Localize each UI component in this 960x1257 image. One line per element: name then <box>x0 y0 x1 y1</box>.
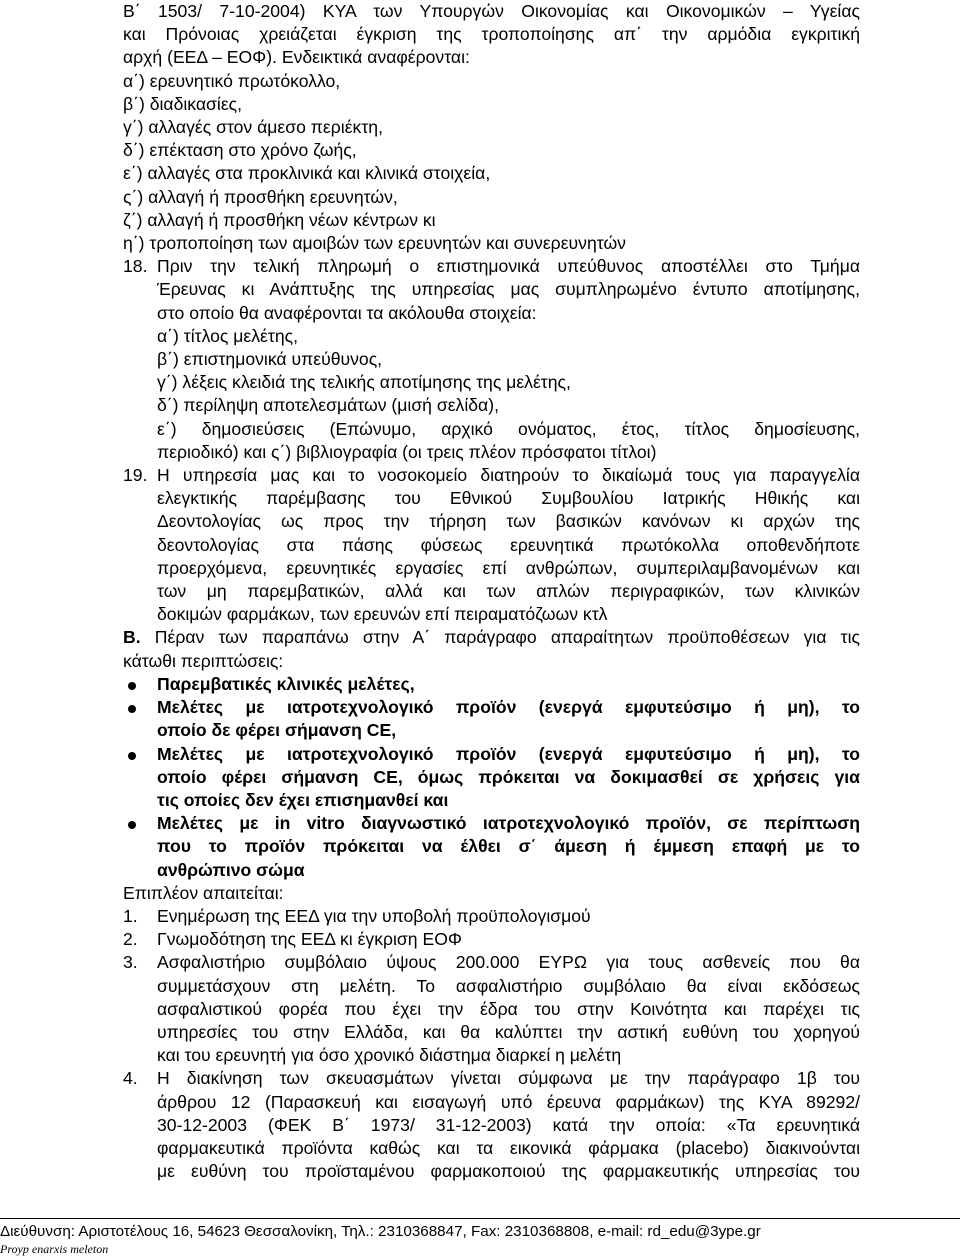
paragraph-line: άρθρου 12 (Παρασκευή και εισαγωγή υπό έρευνα φαρμάκων) της ΚΥΑ 89292/ <box>157 1091 860 1112</box>
list-item: γ΄) λέξεις κλειδιά της τελικής αποτίμησης της μελέτης, <box>157 372 571 393</box>
intro-line: αρχή (ΕΕΔ – ΕΟΦ). Ενδεικτικά αναφέρονται: <box>123 47 470 68</box>
list-item: ε΄) δημοσιεύσεις (Επώνυμο, αρχικό ονόματος, έτος, τίτλος δημοσίευσης, <box>157 418 860 439</box>
paragraph-line: Δεοντολογίας ως προς την τήρηση των βασικών κανόνων κι αρχών της <box>157 511 860 532</box>
numbered-item-18 <box>123 255 860 464</box>
paragraph-line: Ενημέρωση της ΕΕΔ για την υποβολή προϋπολογισμού <box>157 905 591 926</box>
item-number: 19. <box>123 465 148 486</box>
item-number: 3. <box>123 952 138 973</box>
bullet-line: τις οποίες δεν έχει επισημανθεί και <box>157 789 449 810</box>
paragraph-line: 30-12-2003 (ΦΕΚ Β΄ 1973/ 31-12-2003) κατά την οποία: «Τα ερευνητικά <box>157 1114 860 1135</box>
paragraph-line: των μη παρεμβατικών, αλλά και των απλών περιγραφικών, των κλινικών <box>157 581 860 602</box>
list-item: β΄) διαδικασίες, <box>123 93 243 114</box>
also-required-heading: Επιπλέον απαιτείται: <box>123 882 284 903</box>
bullet-dot <box>128 682 136 690</box>
list-item: ε΄) αλλαγές στα προκλινικά και κλινικά στοιχεία, <box>123 163 491 184</box>
bullet-line: Παρεμβατικές κλινικές μελέτες, <box>157 673 415 694</box>
bullet-line: Μελέτες με ιατροτεχνολογικό προϊόν (ενεργά εμφυτεύσιμο ή μη), το <box>157 697 860 718</box>
paragraph-line: ελεγκτικής παρέμβασης του Εθνικού Συμβουλίου Ιατρικής Ηθικής και <box>157 488 860 509</box>
bullet-line: οποίο φέρει σήμανση CE, όμως πρόκειται να δοκιμασθεί σε χρήσεις για <box>157 766 860 787</box>
paragraph-line: Η υπηρεσία μας και το νοσοκομείο διατηρούν το δικαίωμά τους για παραγγελία <box>157 465 860 486</box>
intro-line: και Πρόνοιας χρειάζεται έγκριση της τροποποίησης απ΄ την αρμόδια εγκριτική <box>123 24 860 45</box>
numbered-item-1 <box>123 905 860 928</box>
bullet-item <box>123 696 860 742</box>
paragraph-line: ασφαλιστικού φορέα που έχει την έδρα του στην Κοινότητα και παρέχει τις <box>157 998 860 1019</box>
bullet-line: Μελέτες με in vitro διαγνωστικό ιατροτεχνολογικό προϊόν, σε περίπτωση <box>157 813 860 834</box>
bullet-dot <box>128 705 136 713</box>
footer-divider <box>0 1218 960 1219</box>
section-b-label: Β. <box>123 627 141 648</box>
bullet-item <box>123 673 860 696</box>
bullet-dot <box>128 752 136 760</box>
intro-line: Β΄ 1503/ 7-10-2004) ΚΥΑ των Υπουργών Οικονομίας και Οικονομικών – Υγείας <box>123 1 860 21</box>
section-b-text: Πέραν των παραπάνω στην Α΄ παράγραφο απαραίτητων προϋποθέσεων για τις <box>154 627 861 648</box>
bullet-dot <box>128 821 136 829</box>
numbered-item-19 <box>123 464 860 626</box>
section-b <box>123 626 860 672</box>
list-item: α΄) τίτλος μελέτης, <box>157 325 298 346</box>
paragraph-line: προερχόμενα, ερευνητικές εργασίες επί ανθρώπων, συμπεριλαμβανομένων και <box>157 557 860 578</box>
list-item: δ΄) επέκταση στο χρόνο ζωής, <box>123 140 357 161</box>
list-item: γ΄) αλλαγές στον άμεσο περιέκτη, <box>123 117 383 138</box>
list-item: β΄) επιστημονικά υπεύθυνος, <box>157 349 383 370</box>
list-item: ζ΄) αλλαγή ή προσθήκη νέων κέντρων κι <box>123 209 436 230</box>
paragraph-line: δοκιμών φαρμάκων, των ερευνών επί πειραματόζωων κτλ <box>157 604 608 625</box>
numbered-item-3 <box>123 951 860 1067</box>
paragraph-line: Ασφαλιστήριο συμβόλαιο ύψους 200.000 ΕΥΡΩ για τους ασθενείς που θα <box>157 952 860 973</box>
bullet-item <box>123 743 860 813</box>
list-item: δ΄) περίληψη αποτελεσμάτων (μισή σελίδα), <box>157 395 499 416</box>
paragraph-line: Η διακίνηση των σκευασμάτων γίνεται σύμφωνα με την παράγραφο 1β του <box>157 1068 860 1089</box>
footer-address: Διεύθυνση: Αριστοτέλους 16, 54623 Θεσσαλονίκη, Τηλ.: 2310368847, Fax: 2310368808, e-mail: rd_edu@3ype.gr <box>0 1223 761 1240</box>
item-number: 4. <box>123 1068 138 1089</box>
paragraph-line: Γνωμοδότηση της ΕΕΔ κι έγκριση ΕΟΦ <box>157 929 462 950</box>
item-number: 2. <box>123 929 138 950</box>
bullet-line: οποίο δε φέρει σήμανση CE, <box>157 720 397 741</box>
list-item: ς΄) αλλαγή ή προσθήκη ερευνητών, <box>123 186 398 207</box>
paragraph-line: Πριν την τελική πληρωμή ο επιστημονικά υπεύθυνος αποστέλλει στο Τμήμα <box>157 256 860 277</box>
item-number: 18. <box>123 256 148 277</box>
item-number: 1. <box>123 905 138 926</box>
paragraph-line: δεοντολογίας στα πάσης φύσεως ερευνητικά πρωτόκολλα οποθενδήποτε <box>157 534 860 555</box>
paragraph-line: και του ερευνητή για όσο χρονικό διάστημα διαρκεί η μελέτη <box>157 1045 622 1066</box>
bullet-line: ανθρώπινο σώμα <box>157 859 305 880</box>
numbered-item-2 <box>123 928 860 951</box>
bullet-line: Μελέτες με ιατροτεχνολογικό προϊόν (ενεργά εμφυτεύσιμο ή μη), το <box>157 743 860 764</box>
paragraph-line: Έρευνας κι Ανάπτυξης της υπηρεσίας μας συμπληρωμένο έντυπο αποτίμησης, <box>157 279 860 300</box>
list-item: περιοδικό) και ς΄) βιβλιογραφία (οι τρεις πλέον πρόσφατοι τίτλοι) <box>157 441 657 462</box>
paragraph-line: υπηρεσίες του στην Ελλάδα, και θα καλύπτει την αστική ευθύνη του χορηγού <box>157 1021 860 1042</box>
numbered-item-4 <box>123 1067 860 1183</box>
list-item: α΄) ερευνητικό πρωτόκολλο, <box>123 70 341 91</box>
footer-doc-code: Proyp enarxis meleton <box>0 1242 109 1256</box>
list-item: η΄) τροποποίηση των αμοιβών των ερευνητών και συνερευνητών <box>123 233 626 254</box>
paragraph-line: με ευθύνη του προϊσταμένου φαρμακοποιού της φαρμακευτικής υπηρεσίας του <box>157 1161 860 1182</box>
section-b-line: κάτωθι περιπτώσεις: <box>123 650 284 671</box>
bullet-item <box>123 812 860 882</box>
paragraph-line: φαρμακευτικά προϊόντα καθώς και τα εικονικά φάρμακα (placebo) διακινούνται <box>157 1137 860 1158</box>
bullet-line: που το προϊόν πρόκειται να έλθει σ΄ άμεση ή έμμεση επαφή με το <box>157 836 860 857</box>
document-page <box>123 0 860 1183</box>
paragraph-line: συμμετάσχουν στη μελέτη. Το ασφαλιστήριο συμβόλαιο θα είναι εκδόσεως <box>157 975 860 996</box>
section-b-line <box>123 626 860 649</box>
paragraph-line: στο οποίο θα αναφέρονται τα ακόλουθα στοιχεία: <box>157 302 537 323</box>
